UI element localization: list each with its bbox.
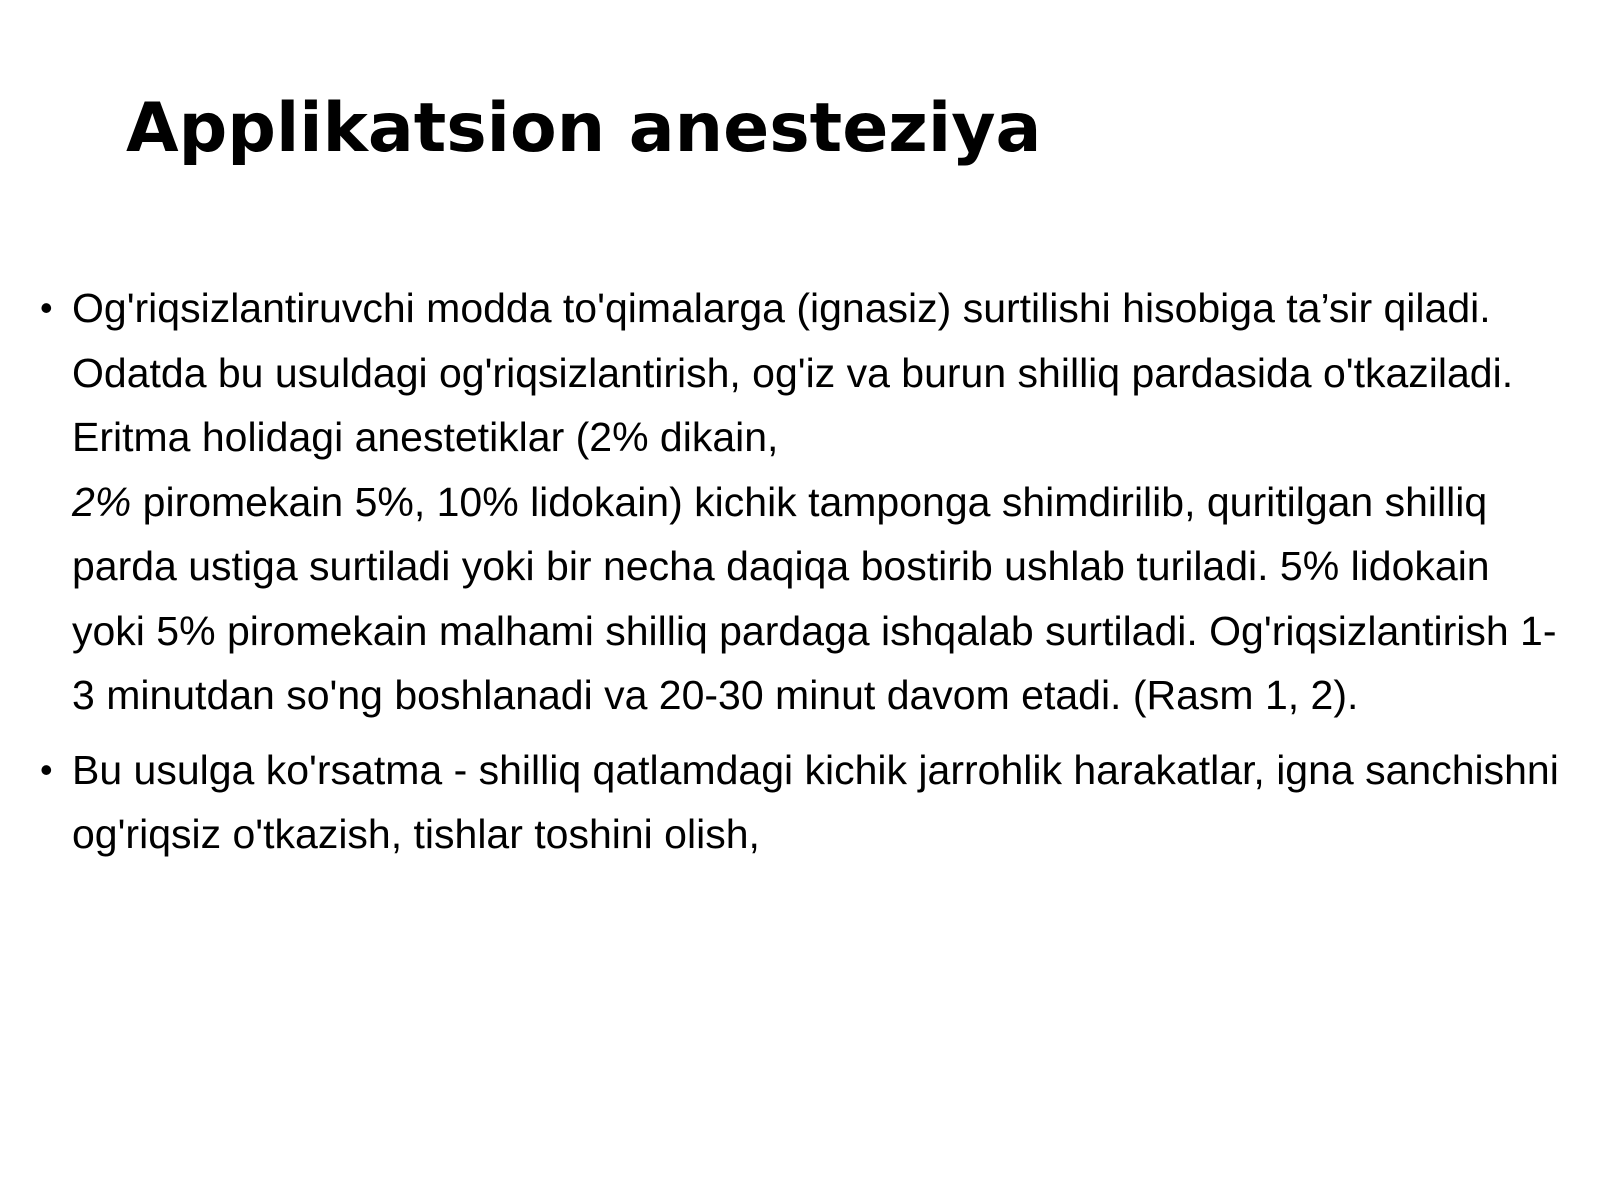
bullet-text-part: Og'riqsizlantiruvchi modda to'qimalarga (ignasiz) surtilishi hisobiga ta’sir qiladi. Odatda bu usuldagi og'riqsizlantirish, og'iz va burun shilliq pardasida o'tkaziladi. Eritma holidagi anestetiklar (2% dikain,: [72, 285, 1514, 460]
bullet-text-2: Bu usulga ko'rsatma - shilliq qatlamdagi kichik jarrohlik harakatlar, igna sanchishni og'riqsiz o'tkazish, tishlar toshini olish,: [72, 746, 1559, 857]
bullet-italic-part: 2%: [72, 478, 132, 525]
bullet-mark: •: [40, 748, 53, 790]
bullet-mark: •: [40, 287, 53, 328]
bullet-text-1: [72, 276, 1570, 728]
slide-title: Applikatsion anesteziya: [126, 89, 1042, 168]
bullet-text-part: piromekain 5%, 10% lidokain) kichik tamponga shimdirilib, quritilgan shilliq parda ustiga surtiladi yoki bir necha daqiqa bostirib ushlab turiladi. 5% lidokain yoki 5% piromekain malhami shilliq pardaga ishqalab surtiladi. Og'riqsizlantirish 1-3 minutdan so'ng boshlanadi va 20-30 minut davom etadi. (Rasm 1, 2).: [72, 478, 1557, 718]
bullet-item-2: [40, 738, 1570, 867]
bullet-item-1: [40, 276, 1570, 728]
bullet-list: [40, 276, 1570, 877]
